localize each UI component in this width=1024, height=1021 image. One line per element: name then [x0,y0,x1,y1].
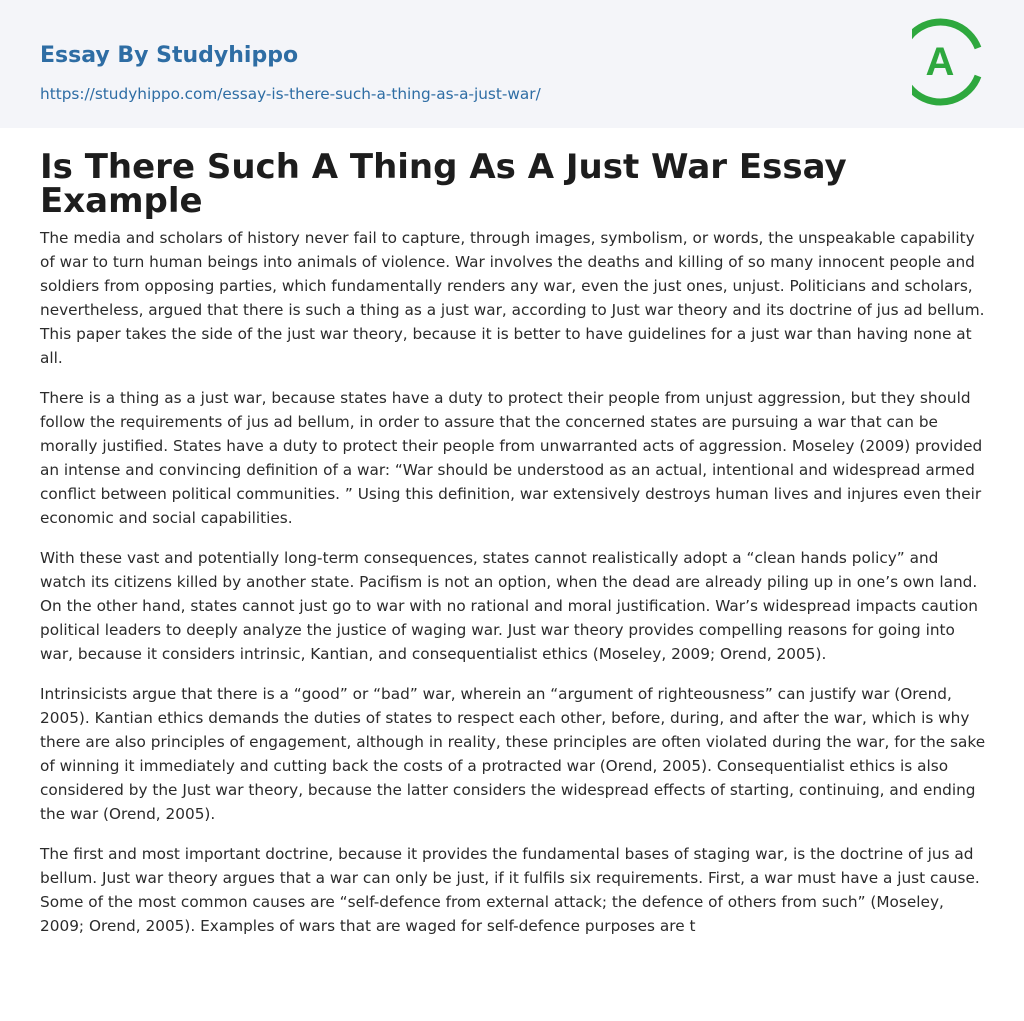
paragraph: There is a thing as a just war, because states have a duty to protect their people from unjust aggression, but they should follow the requirements of jus ad bellum, in order to assure that the concerned states are pursuing a war that can be morally justified. States have a duty to protect their people from unwarranted acts of aggression. Moseley (2009) provided an intense and convincing definition of a war: “War should be understood as an actual, intentional and widespread armed conflict between political communities. ” Using this definition, war extensively destroys human lives and injures even their economic and social capabilities. [40,389,983,527]
logo-letter: A [925,40,955,84]
paragraph: The first and most important doctrine, because it provides the fundamental bases of staging war, is the doctrine of jus ad bellum. Just war theory argues that a war can only be just, if it fulfils six requirements. First, a war must have a just cause. Some of the most common causes are “self-defence from external attack; the defence of others from such” (Moseley, 2009; Orend, 2005). Examples of wars that are waged for self-defence purposes are t [40,845,980,935]
paragraph: With these vast and potentially long-term consequences, states cannot realistically adopt a “clean hands policy” and watch its citizens killed by another state. Pacifism is not an option, when the dead are already piling up in one’s own land. On the other hand, states cannot just go to war with no rational and moral justification. War’s widespread impacts caution political leaders to deeply analyze the justice of waging war. Just war theory provides compelling reasons for going into war, because it considers intrinsic, Kantian, and consequentialist ethics (Moseley, 2009; Orend, 2005). [40,549,978,663]
paragraph: Intrinsicists argue that there is a “good” or “bad” war, wherein an “argument of righteousness” can justify war (Orend, 2005). Kantian ethics demands the duties of states to respect each other, before, during, and after the war, which is why there are also principles of engagement, although in reality, these principles are often violated during the war, for the sake of winning it immediately and cutting back the costs of a protracted war (Orend, 2005). Consequentialist ethics is also considered by the Just war theory, because the latter considers the widespread effects of starting, continuing, and ending the war (Orend, 2005). [40,685,986,823]
paragraph: The media and scholars of history never fail to capture, through images, symbolism, or words, the unspeakable capability of war to turn human beings into animals of violence. War involves the deaths and killing of so many innocent people and soldiers from opposing parties, which fundamentally renders any war, even the just ones, unjust. Politicians and scholars, nevertheless, argued that there is such a thing as a just war, according to Just war theory and its doctrine of jus ad bellum. This paper takes the side of the just war theory, because it is better to have guidelines for a just war than having none at all. [40,229,985,367]
source-url-link[interactable]: https://studyhippo.com/essay-is-there-such-a-thing-as-a-just-war/ [40,85,541,103]
site-name[interactable]: Essay By Studyhippo [40,43,299,68]
article-title: Is There Such A Thing As A Just War Essay Example [40,147,847,221]
